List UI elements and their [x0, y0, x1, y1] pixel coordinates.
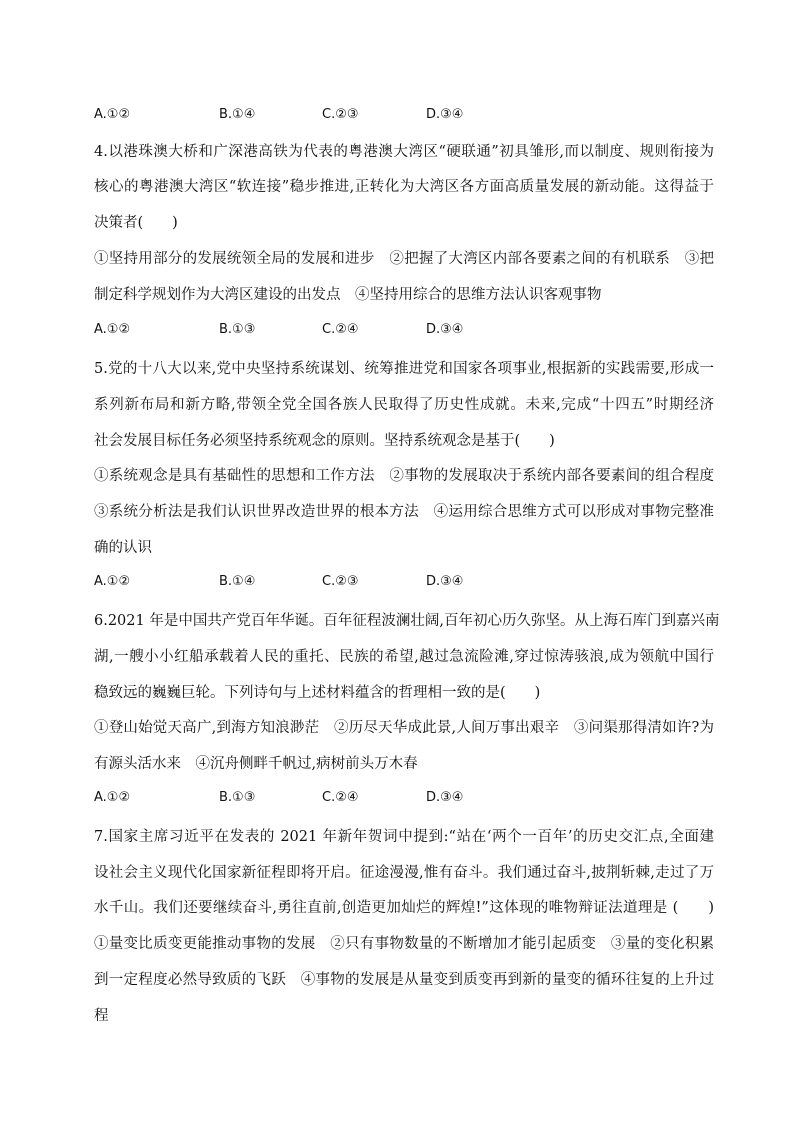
- q7-choice-line: 到一定程度必然导致质的飞跃 ④事物的发展是从量变到质变再到新的量变的循环往复的上升过: [94, 972, 714, 988]
- q7-choice-line: ①量变比质变更能推动事物的发展 ②只有事物数量的不断增加才能引起质变 ③量的变化积累: [94, 936, 714, 952]
- q3-options: [94, 107, 714, 127]
- q6-options: [94, 790, 714, 810]
- q4-choice-line: 制定科学规划作为大湾区建设的出发点 ④坚持用综合的思维方法认识客观事物: [94, 287, 602, 303]
- q6-stem-line: 6.2021 年是中国共产党百年华诞。百年征程波澜壮阔,百年初心历久弥坚。从上海石库门到嘉兴南: [94, 613, 720, 629]
- q5-choice-line: ③系统分析法是我们认识世界改造世界的根本方法 ④运用综合思维方式可以形成对事物完整准: [94, 504, 714, 520]
- q4-stem-line: 4.以港珠澳大桥和广深港高铁为代表的粤港澳大湾区“硬联通”初具雏形,而以制度、规则衔接为: [94, 144, 714, 160]
- q6-choice-line: ①登山始觉天高广,到海方知浪渺茫 ②历尽天华成此景,人间万事出艰辛 ③问渠那得清如许?为: [94, 720, 714, 736]
- q4-choice-line: ①坚持用部分的发展统领全局的发展和进步 ②把握了大湾区内部各要素之间的有机联系 ③把: [94, 251, 714, 267]
- q7-stem-line: 7.国家主席习近平在发表的 2021 年新年贺词中提到:“站在‘两个一百年’的历史交汇点,全面建: [94, 829, 714, 845]
- q6-stem-line: 湖,一艘小小红船承载着人民的重托、民族的希望,越过急流险滩,穿过惊涛骇浪,成为领航中国行: [94, 649, 714, 665]
- q5-choice-line: ①系统观念是具有基础性的思想和工作方法 ②事物的发展取决于系统内部各要素间的组合程度: [94, 468, 714, 484]
- option-a: A.①②: [94, 107, 131, 122]
- option-d: D.③④: [426, 107, 464, 122]
- q6-choice-line: 有源头活水来 ④沉舟侧畔千帆过,病树前头万木春: [94, 756, 418, 772]
- option-c: C.②③: [322, 574, 359, 589]
- q7-stem-line: 水千山。我们还要继续奋斗,勇往直前,创造更加灿烂的辉煌!”这体现的唯物辩证法道理是 ( ): [94, 900, 714, 916]
- q4-stem-line: 核心的粤港澳大湾区“软连接”稳步推进,正转化为大湾区各方面高质量发展的新动能。这得益于: [94, 179, 714, 195]
- option-b: B.①③: [219, 322, 256, 337]
- q4-options: [94, 322, 714, 342]
- option-c: C.②④: [322, 790, 359, 805]
- q4-stem-line: 决策者( ): [94, 215, 178, 231]
- option-d: D.③④: [426, 322, 464, 337]
- q5-options: [94, 574, 714, 594]
- option-c: C.②④: [322, 322, 359, 337]
- option-a: A.①②: [94, 574, 131, 589]
- option-d: D.③④: [426, 790, 464, 805]
- option-a: A.①②: [94, 322, 131, 337]
- option-b: B.①④: [219, 574, 256, 589]
- q5-stem-line: 社会发展目标任务必须坚持系统观念的原则。坚持系统观念是基于( ): [94, 433, 555, 449]
- option-b: B.①③: [219, 790, 256, 805]
- q5-choice-line: 确的认识: [94, 540, 152, 556]
- q7-choice-line: 程: [94, 1008, 109, 1024]
- option-b: B.①④: [219, 107, 256, 122]
- q5-stem-line: 系列新布局和新方略,带领全党全国各族人民取得了历史性成就。未来,完成“十四五”时期经济: [94, 397, 714, 413]
- option-a: A.①②: [94, 790, 131, 805]
- q5-stem-line: 5.党的十八大以来,党中央坚持系统谋划、统筹推进党和国家各项事业,根据新的实践需要,形成一: [94, 361, 714, 377]
- q7-stem-line: 设社会主义现代化国家新征程即将开启。征途漫漫,惟有奋斗。我们通过奋斗,披荆斩棘,走过了万: [94, 865, 714, 881]
- option-c: C.②③: [322, 107, 359, 122]
- option-d: D.③④: [426, 574, 464, 589]
- q6-stem-line: 稳致远的巍巍巨轮。下列诗句与上述材料蕴含的哲理相一致的是( ): [94, 685, 541, 701]
